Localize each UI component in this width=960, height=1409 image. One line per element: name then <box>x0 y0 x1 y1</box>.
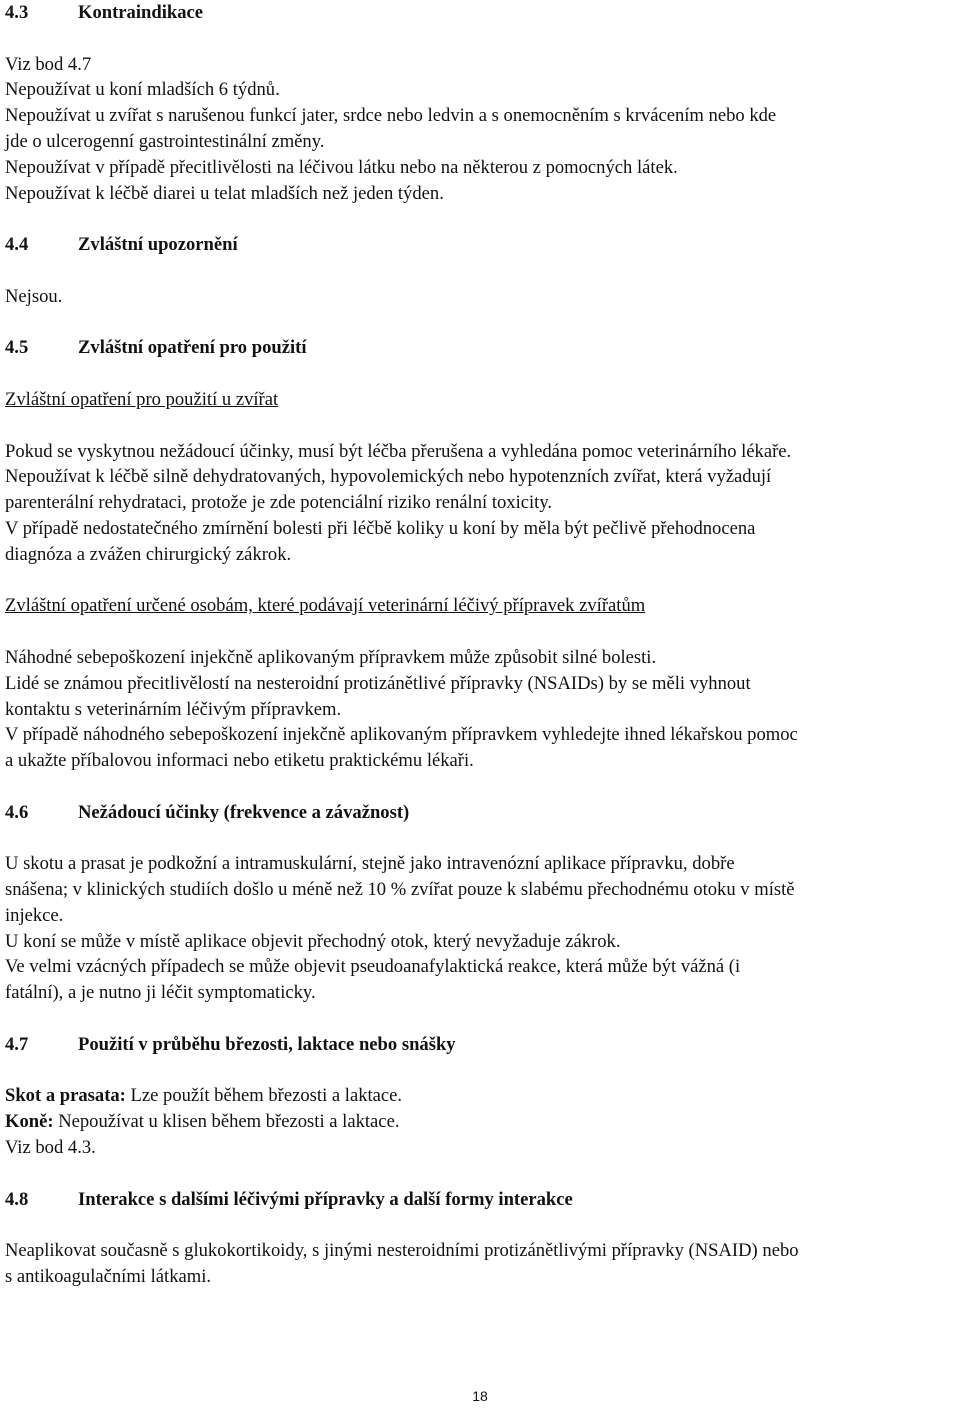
section-title: Zvláštní upozornění <box>78 234 238 256</box>
section-number: 4.6 <box>5 801 29 823</box>
text-line: V případě nedostatečného zmírnění bolesti při léčbě koliky u koní by měla být pečlivě přehodnocena <box>5 517 756 539</box>
document-page <box>5 0 955 1290</box>
section-heading-4-3 <box>5 0 955 26</box>
text-line: a ukažte příbalovou informaci nebo etiketu praktickému lékaři. <box>5 750 474 772</box>
text-line: V případě náhodného sebepoškození injekčně aplikovaným přípravkem vyhledejte ihned lékařskou pomoc <box>5 724 798 746</box>
section-title: Nežádoucí účinky (frekvence a závažnost) <box>78 801 410 823</box>
horse-label: Koně: <box>5 1111 54 1133</box>
text-line: Lidé se známou přecitlivělostí na nesteroidní protizánětlivé přípravky (NSAIDs) by se měli vyhnout <box>5 672 751 694</box>
text-line: Náhodné sebepoškození injekčně aplikovaným přípravkem může způsobit silné bolesti. <box>5 646 657 668</box>
text-line: U skotu a prasat je podkožní a intramuskulární, stejně jako intravenózní aplikace přípravku, dobře <box>5 853 735 875</box>
section-title: Kontraindikace <box>78 2 203 23</box>
section-number: 4.4 <box>5 234 29 256</box>
subheading-persons: Zvláštní opatření určené osobám, které podávají veterinární léčivý přípravek zvířatům <box>5 595 646 617</box>
section-heading-4-8 <box>5 1187 955 1213</box>
section-title: Zvláštní opatření pro použití <box>78 337 307 359</box>
text-line: Nepoužívat k léčbě diarei u telat mladších než jeden týden. <box>5 182 444 204</box>
text-line: snášena; v klinických studiích došlo u méně než 10 % zvířat pouze k slabému přechodnému otoku v místě <box>5 879 795 901</box>
section-heading-4-6 <box>5 800 955 826</box>
text-line: jde o ulcerogenní gastrointestinální změny. <box>5 130 325 152</box>
text-line: Nepoužívat u koní mladších 6 týdnů. <box>5 79 280 101</box>
section-number: 4.3 <box>5 2 29 23</box>
text-line: U koní se může v místě aplikace objevit přechodný otok, který nevyžaduje zákrok. <box>5 930 621 952</box>
text-line: Nepoužívat k léčbě silně dehydratovaných, hypovolemických nebo hypotenzních zvířat, která vyžadují <box>5 466 772 488</box>
text-line: diagnóza a zvážen chirurgický zákrok. <box>5 543 292 565</box>
text-line: Viz bod 4.3. <box>5 1137 96 1159</box>
text-line: Nepoužívat u zvířat s narušenou funkcí jater, srdce nebo ledvin a s onemocněním s krvácením nebo kde <box>5 105 777 127</box>
section-number: 4.7 <box>5 1033 29 1055</box>
horse-text: Nepoužívat u klisen během březosti a laktace. <box>53 1111 400 1133</box>
section-heading-4-4 <box>5 232 955 258</box>
section-title: Použití v průběhu březosti, laktace nebo snášky <box>78 1033 456 1055</box>
text-line-horse <box>5 1109 955 1135</box>
cattle-text: Lze použít během březosti a laktace. <box>125 1085 403 1107</box>
text-line: kontaktu s veterinárním léčivým přípravkem. <box>5 698 342 720</box>
text-line: Nepoužívat v případě přecitlivělosti na léčivou látku nebo na některou z pomocných látek. <box>5 156 678 178</box>
subheading-animals: Zvláštní opatření pro použití u zvířat <box>5 388 279 410</box>
text-line: Pokud se vyskytnou nežádoucí účinky, musí být léčba přerušena a vyhledána pomoc veterinárního lékaře. <box>5 440 792 462</box>
text-line: fatální), a je nutno ji léčit symptomaticky. <box>5 982 316 1004</box>
section-heading-4-5 <box>5 335 955 361</box>
text-line: Neaplikovat současně s glukokortikoidy, s jinými nesteroidními protizánětlivými přípravky (NSAID) nebo <box>5 1240 799 1262</box>
text-line: Ve velmi vzácných případech se může objevit pseudoanafylaktická reakce, která může být vážná (i <box>5 956 741 978</box>
cattle-label: Skot a prasata: <box>5 1085 126 1107</box>
text-line: Nejsou. <box>5 285 63 307</box>
text-line-cattle <box>5 1083 955 1109</box>
section-number: 4.8 <box>5 1188 29 1210</box>
section-heading-4-7 <box>5 1032 955 1058</box>
section-number: 4.5 <box>5 337 29 359</box>
text-line: s antikoagulačními látkami. <box>5 1266 212 1288</box>
page-number: 18 <box>472 1388 488 1404</box>
text-line: Viz bod 4.7 <box>5 53 92 75</box>
text-line: injekce. <box>5 904 64 926</box>
section-title: Interakce s dalšími léčivými přípravky a další formy interakce <box>78 1188 573 1210</box>
text-line: parenterální rehydrataci, protože je zde potenciální riziko renální toxicity. <box>5 492 553 514</box>
